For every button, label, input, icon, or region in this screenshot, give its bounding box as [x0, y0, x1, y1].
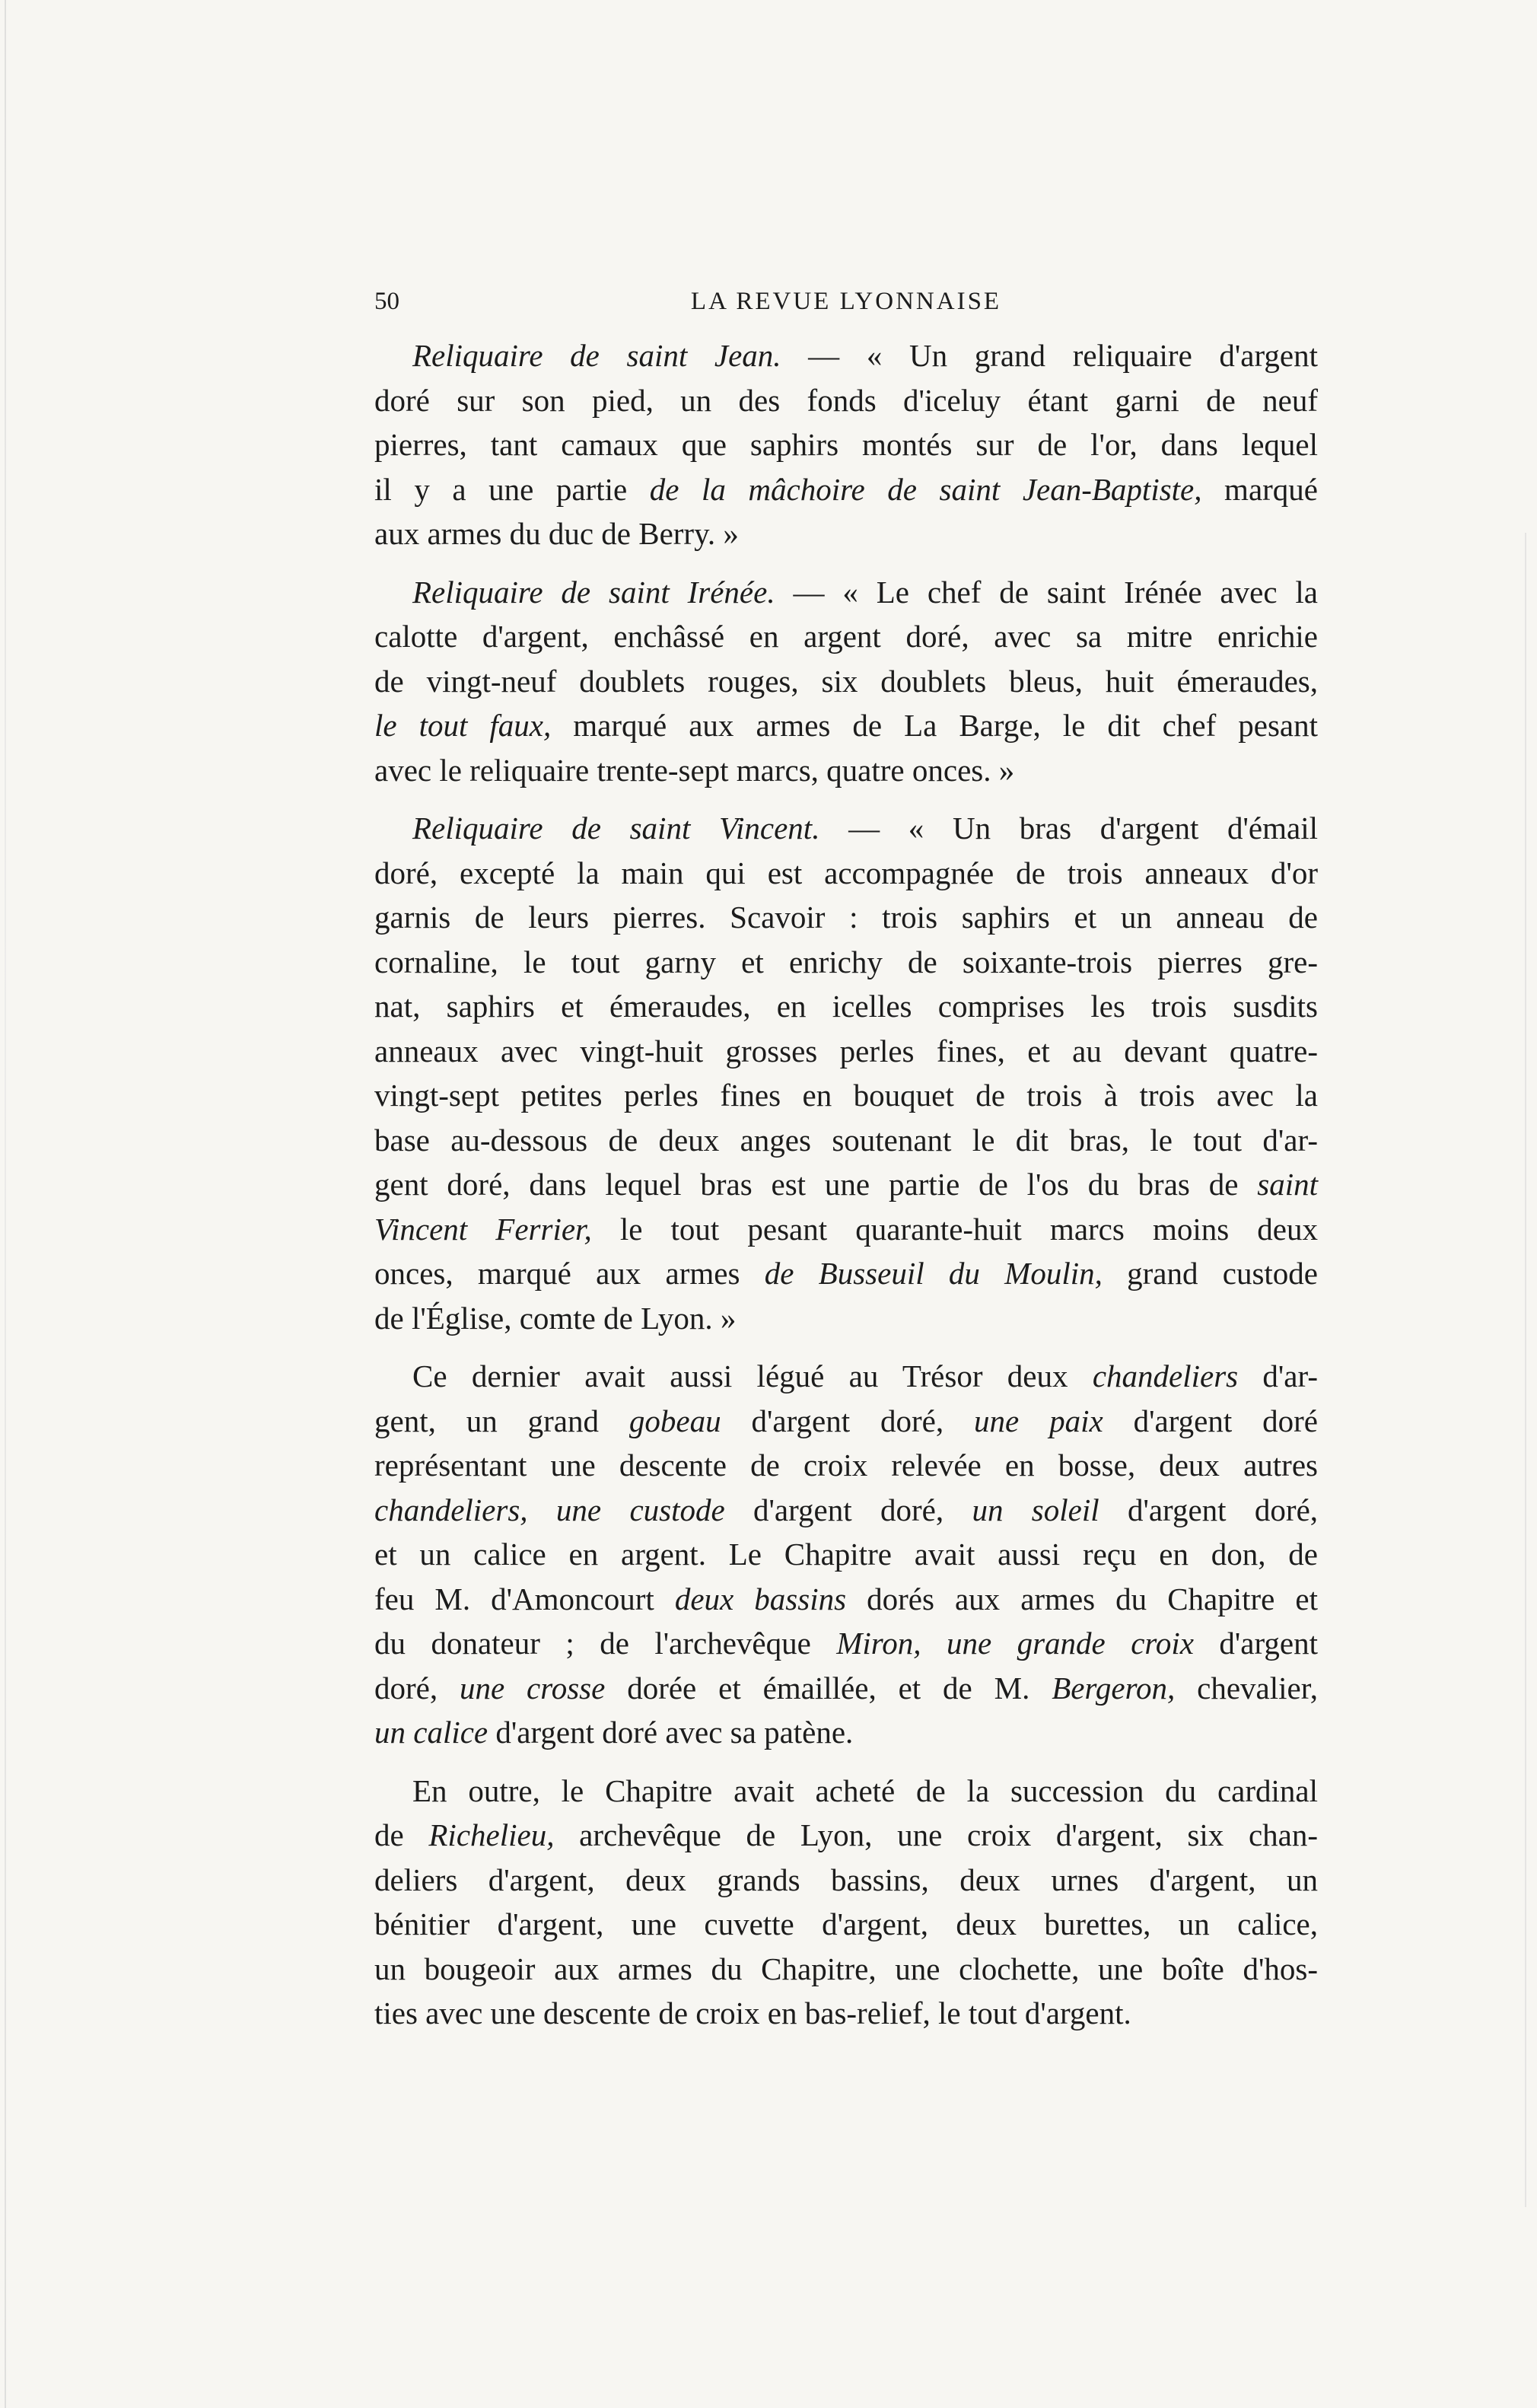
text-segment: représentant une descente de croix relevée en bosse, deux autres: [374, 1448, 1318, 1483]
text-line: [374, 422, 1318, 467]
italic-segment: un calice: [374, 1715, 488, 1750]
text-segment: de vingt-neuf doublets rouges, six doublets bleus, huit émeraudes,: [374, 663, 1318, 699]
text-line: [374, 378, 1318, 423]
paragraph: [374, 1354, 1318, 1755]
italic-segment: Reliquaire de saint Irénée.: [412, 574, 775, 610]
text-line: [374, 806, 1318, 851]
page-header: [374, 288, 1318, 326]
text-line: [374, 1029, 1318, 1074]
text-line: [374, 1769, 1318, 1814]
text-segment: de l'Église, comte de Lyon. »: [374, 1300, 737, 1336]
text-segment: de: [374, 1817, 429, 1852]
italic-segment: saint: [1257, 1167, 1318, 1202]
text-line: [374, 1251, 1318, 1296]
italic-segment: Vincent Ferrier,: [374, 1211, 592, 1247]
text-segment: — « Un bras d'argent d'émail: [819, 811, 1318, 846]
text-segment: doré,: [374, 1670, 460, 1706]
text-segment: garnis de leurs pierres. Scavoir : trois saphirs et un anneau de: [374, 900, 1318, 935]
text-line: [374, 1813, 1318, 1858]
text-line: [374, 984, 1318, 1029]
italic-segment: deux bassins: [674, 1581, 847, 1616]
italic-segment: gobeau: [628, 1403, 721, 1438]
text-line: [374, 1354, 1318, 1399]
page-number: 50: [374, 288, 399, 315]
text-segment: doré sur son pied, un des fonds d'iceluy étant garni de neuf: [374, 382, 1318, 418]
text-segment: — « Le chef de saint Irénée avec la: [775, 574, 1318, 610]
text-line: [374, 703, 1318, 748]
text-line: [374, 511, 1318, 556]
text-line: [374, 1118, 1318, 1163]
text-segment: onces, marqué aux armes: [374, 1256, 765, 1291]
text-line: [374, 1621, 1318, 1666]
text-line: [374, 614, 1318, 659]
text-line: [374, 467, 1318, 512]
italic-segment: un soleil: [972, 1492, 1099, 1527]
italic-segment: Reliquaire de saint Vincent.: [412, 811, 820, 846]
text-line: [374, 1488, 1318, 1533]
text-segment: — « Un grand reliquaire d'argent: [781, 338, 1318, 373]
text-segment: En outre, le Chapitre avait acheté de la succession du cardinal: [412, 1773, 1318, 1808]
running-title: LA REVUE LYONNAISE: [690, 288, 1002, 315]
text-segment: d'argent doré,: [721, 1403, 975, 1438]
text-segment: base au-dessous de deux anges soutenant le dit bras, le tout d'ar-: [374, 1122, 1318, 1158]
text-line: [374, 1296, 1318, 1341]
italic-segment: chandeliers: [1092, 1358, 1239, 1394]
text-segment: gent, un grand: [374, 1403, 629, 1438]
text-line: [374, 1399, 1318, 1444]
italic-segment: Richelieu,: [428, 1817, 555, 1852]
text-segment: d'argent doré avec sa patène.: [488, 1715, 854, 1750]
text-segment: d'argent: [1193, 1626, 1318, 1661]
text-segment: du donateur ; de l'archevêque: [374, 1626, 837, 1661]
italic-segment: Bergeron,: [1052, 1670, 1176, 1706]
text-segment: d'argent doré: [1103, 1403, 1319, 1438]
text-line: [374, 1858, 1318, 1903]
text-line: [374, 1207, 1318, 1252]
text-segment: deliers d'argent, deux grands bassins, deux urnes d'argent, un: [374, 1862, 1318, 1897]
text-segment: d'argent doré,: [1099, 1492, 1319, 1527]
text-segment: avec le reliquaire trente-sept marcs, quatre onces. »: [374, 752, 1015, 788]
text-segment: un bougeoir aux armes du Chapitre, une clochette, une boîte d'hos-: [374, 1951, 1318, 1986]
paragraph: [374, 806, 1318, 1340]
text-line: [374, 748, 1318, 793]
text-segment: dorés aux armes du Chapitre et: [846, 1581, 1319, 1616]
italic-segment: chandeliers, une custode: [374, 1492, 725, 1527]
text-segment: doré, excepté la main qui est accompagnée de trois anneaux d'or: [374, 855, 1318, 890]
italic-segment: Miron, une grande croix: [836, 1626, 1194, 1661]
text-segment: Ce dernier avait aussi légué au Trésor deux: [412, 1358, 1093, 1394]
paragraph: [374, 570, 1318, 793]
paragraph: [374, 1769, 1318, 2036]
italic-segment: de la mâchoire de saint Jean-Baptiste,: [649, 471, 1202, 507]
text-line: [374, 333, 1318, 378]
italic-segment: le tout faux,: [374, 708, 552, 743]
text-segment: marqué: [1201, 471, 1319, 507]
scan-edge-left: [5, 0, 6, 2408]
text-segment: nat, saphirs et émeraudes, en icelles comprises les trois susdits: [374, 989, 1318, 1024]
text-segment: il y a une partie: [374, 471, 650, 507]
text-line: [374, 1947, 1318, 1992]
text-line: [374, 1577, 1318, 1622]
text-segment: grand custode: [1102, 1256, 1318, 1291]
text-segment: marqué aux armes de La Barge, le dit chef pesant: [551, 708, 1318, 743]
scan-edge-right: [1525, 533, 1526, 2207]
text-line: [374, 1710, 1318, 1755]
text-line: [374, 1666, 1318, 1711]
text-line: [374, 659, 1318, 704]
text-segment: calotte d'argent, enchâssé en argent doré, avec sa mitre enrichie: [374, 619, 1318, 654]
italic-segment: une crosse: [459, 1670, 606, 1706]
text-line: [374, 895, 1318, 940]
text-line: [374, 851, 1318, 896]
text-segment: anneaux avec vingt-huit grosses perles fines, et au devant quatre-: [374, 1033, 1318, 1069]
text-segment: dorée et émaillée, et de M.: [605, 1670, 1052, 1706]
text-line: [374, 1162, 1318, 1207]
body-text: [374, 333, 1318, 2036]
text-line: [374, 1991, 1318, 2036]
text-segment: aux armes du duc de Berry. »: [374, 516, 739, 551]
text-line: [374, 570, 1318, 615]
text-segment: d'argent doré,: [724, 1492, 972, 1527]
text-segment: et un calice en argent. Le Chapitre avait aussi reçu en don, de: [374, 1537, 1318, 1572]
text-segment: d'ar-: [1238, 1358, 1318, 1394]
text-segment: chevalier,: [1175, 1670, 1318, 1706]
text-line: [374, 1443, 1318, 1488]
text-segment: gent doré, dans lequel bras est une partie de l'os du bras de: [374, 1167, 1258, 1202]
text-segment: vingt-sept petites perles fines en bouquet de trois à trois avec la: [374, 1078, 1318, 1113]
text-segment: bénitier d'argent, une cuvette d'argent, deux burettes, un calice,: [374, 1906, 1318, 1941]
text-segment: feu M. d'Amoncourt: [374, 1581, 675, 1616]
text-line: [374, 940, 1318, 985]
italic-segment: de Busseuil du Moulin,: [764, 1256, 1103, 1291]
paragraph: [374, 333, 1318, 556]
text-segment: pierres, tant camaux que saphirs montés sur de l'or, dans lequel: [374, 427, 1318, 462]
text-line: [374, 1902, 1318, 1947]
text-segment: archevêque de Lyon, une croix d'argent, six chan-: [554, 1817, 1318, 1852]
italic-segment: une paix: [974, 1403, 1103, 1438]
text-segment: le tout pesant quarante-huit marcs moins deux: [591, 1211, 1318, 1247]
text-segment: ties avec une descente de croix en bas-relief, le tout d'argent.: [374, 1996, 1131, 2031]
text-line: [374, 1532, 1318, 1577]
italic-segment: Reliquaire de saint Jean.: [412, 338, 781, 373]
text-segment: cornaline, le tout garny et enrichy de soixante-trois pierres gre-: [374, 944, 1318, 979]
text-line: [374, 1073, 1318, 1118]
